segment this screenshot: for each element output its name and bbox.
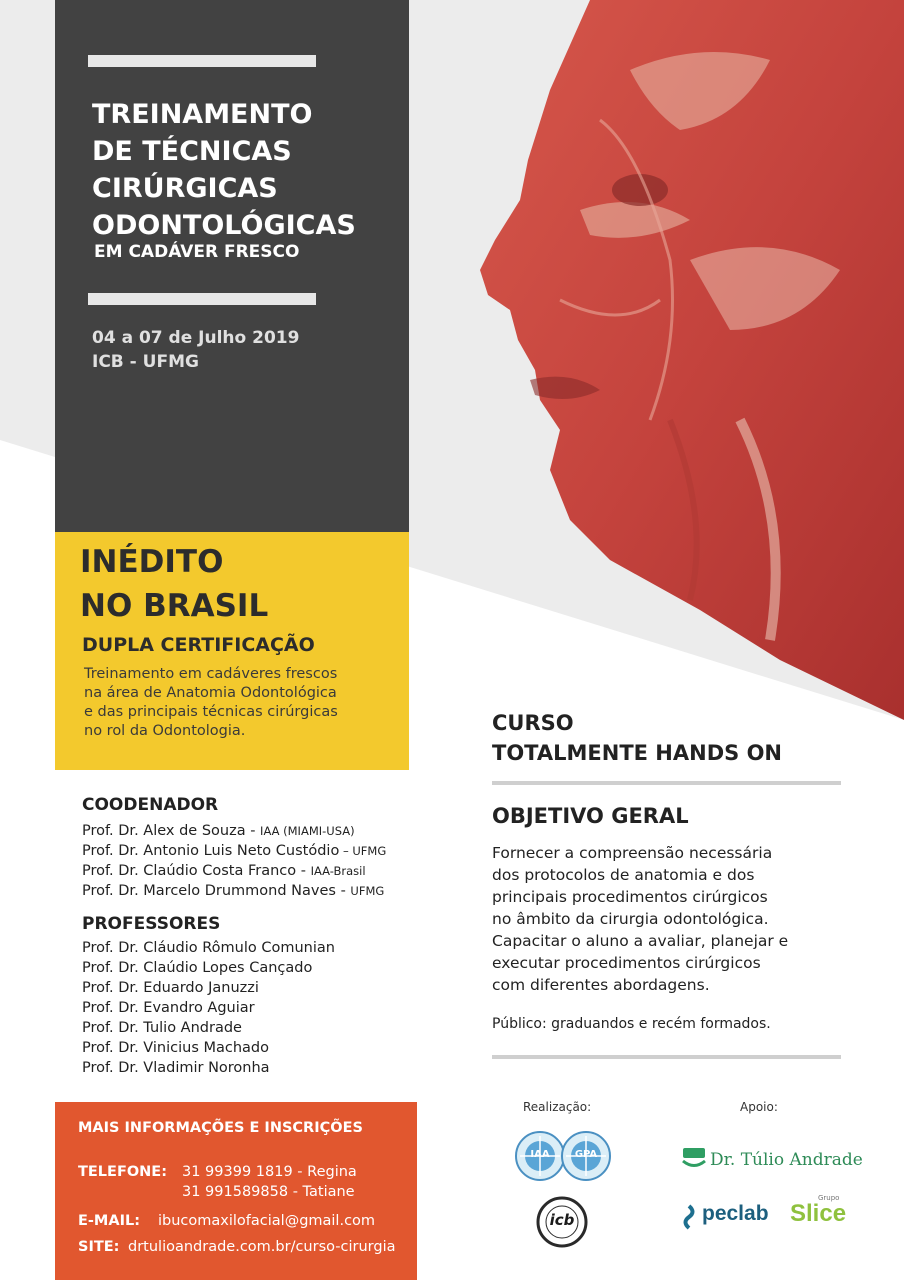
coordinators-heading: COODENADOR bbox=[82, 795, 219, 815]
objective-heading: OBJETIVO GERAL bbox=[492, 804, 689, 828]
course-line: CURSO bbox=[492, 711, 574, 735]
title-divider-bottom bbox=[88, 293, 316, 305]
coordinator-item bbox=[82, 881, 386, 901]
description-line: Treinamento em cadáveres frescos bbox=[84, 666, 338, 682]
professors-list bbox=[82, 938, 335, 1078]
objective-text bbox=[492, 842, 852, 996]
title-line: ODONTOLÓGICAS bbox=[92, 210, 356, 241]
coordinator-affiliation: – UFMG bbox=[339, 844, 387, 858]
coordinator-affiliation: UFMG bbox=[350, 884, 385, 898]
coordinator-name: Prof. Dr. Marcelo Drummond Naves - bbox=[82, 883, 351, 899]
phone-label: TELEFONE: bbox=[78, 1164, 168, 1180]
description-line: na área de Anatomia Odontológica bbox=[84, 685, 337, 701]
slice-logo-small-text: Grupo bbox=[818, 1194, 840, 1202]
event-location: ICB - UFMG bbox=[92, 352, 199, 372]
coordinator-name: Prof. Dr. Claúdio Costa Franco - bbox=[82, 863, 311, 879]
professor-item: Prof. Dr. Claúdio Lopes Cançado bbox=[82, 960, 313, 976]
audience-text: Público: graduandos e recém formados. bbox=[492, 1016, 771, 1032]
tulio-logo-text: Dr. Túlio Andrade bbox=[710, 1150, 863, 1170]
course-heading bbox=[492, 708, 782, 768]
email-link[interactable]: ibucomaxilofacial@gmail.com bbox=[158, 1213, 376, 1229]
professor-item: Prof. Dr. Vladimir Noronha bbox=[82, 1060, 270, 1076]
title-line: CIRÚRGICAS bbox=[92, 173, 278, 204]
professor-item: Prof. Dr. Evandro Aguiar bbox=[82, 1000, 255, 1016]
objective-line: no âmbito da cirurgia odontológica. bbox=[492, 910, 769, 928]
course-line: TOTALMENTE HANDS ON bbox=[492, 741, 783, 765]
icb-logo-text: icb bbox=[549, 1211, 575, 1229]
anatomy-face-illustration bbox=[440, 0, 904, 720]
title-line: DE TÉCNICAS bbox=[92, 136, 292, 167]
apoio-label: Apoio: bbox=[740, 1100, 778, 1114]
site-label: SITE: bbox=[78, 1239, 120, 1255]
page-subtitle: EM CADÁVER FRESCO bbox=[94, 242, 300, 262]
title-panel bbox=[55, 0, 409, 532]
coordinator-name: Prof. Dr. Alex de Souza - bbox=[82, 823, 261, 839]
event-date: 04 a 07 de Julho 2019 bbox=[92, 328, 300, 348]
slice-logo bbox=[790, 1196, 856, 1232]
contact-heading: MAIS INFORMAÇÕES E INSCRIÇÕES bbox=[78, 1120, 363, 1136]
site-link[interactable]: drtulioandrade.com.br/curso-cirurgia bbox=[128, 1239, 396, 1255]
phone-number-2[interactable]: 31 991589858 - Tatiane bbox=[182, 1184, 355, 1200]
objective-line: com diferentes abordagens. bbox=[492, 976, 710, 994]
iaa-logo bbox=[514, 1130, 566, 1182]
iaa-logo-text: IAA bbox=[530, 1149, 550, 1160]
professors-heading: PROFESSORES bbox=[82, 914, 221, 934]
objective-line: dos protocolos de anatomia e dos bbox=[492, 866, 755, 884]
realizacao-label: Realização: bbox=[523, 1100, 592, 1114]
objective-line: principais procedimentos cirúrgicos bbox=[492, 888, 768, 906]
slice-logo-text: Slice bbox=[790, 1200, 847, 1227]
professor-item: Prof. Dr. Tulio Andrade bbox=[82, 1020, 242, 1036]
professor-item: Prof. Dr. Eduardo Januzzi bbox=[82, 980, 259, 996]
highlight-description bbox=[84, 665, 404, 741]
description-line: e das principais técnicas cirúrgicas bbox=[84, 704, 338, 720]
professor-item: Prof. Dr. Vinicius Machado bbox=[82, 1040, 270, 1056]
coordinator-item bbox=[82, 861, 386, 881]
page-title bbox=[92, 96, 392, 244]
description-line: no rol da Odontologia. bbox=[84, 723, 246, 739]
coordinator-name: Prof. Dr. Antonio Luis Neto Custódio bbox=[82, 843, 340, 859]
headline-line: NO BRASIL bbox=[80, 588, 269, 624]
professor-item: Prof. Dr. Cláudio Rômulo Comunian bbox=[82, 940, 335, 956]
highlight-headline bbox=[80, 540, 380, 628]
title-divider-top bbox=[88, 55, 316, 67]
objective-line: Fornecer a compreensão necessária bbox=[492, 844, 773, 862]
objective-line: Capacitar o aluno a avaliar, planejar e bbox=[492, 932, 789, 950]
email-label: E-MAIL: bbox=[78, 1213, 141, 1229]
coordinator-item bbox=[82, 841, 386, 861]
objective-divider bbox=[492, 1055, 841, 1059]
course-divider bbox=[492, 781, 841, 785]
gpa-logo bbox=[560, 1130, 612, 1182]
icb-logo bbox=[536, 1196, 588, 1248]
gpa-logo-text: GPA bbox=[574, 1149, 598, 1160]
peclab-logo-text: peclab bbox=[702, 1202, 769, 1225]
coordinator-item bbox=[82, 821, 386, 841]
tulio-andrade-logo bbox=[682, 1146, 863, 1176]
objective-line: executar procedimentos cirúrgicos bbox=[492, 954, 761, 972]
phone-number-1[interactable]: 31 99399 1819 - Regina bbox=[182, 1164, 357, 1180]
certification-heading: DUPLA CERTIFICAÇÃO bbox=[82, 634, 315, 656]
headline-line: INÉDITO bbox=[80, 544, 224, 580]
coordinator-affiliation: IAA (MIAMI-USA) bbox=[260, 824, 355, 838]
peclab-logo bbox=[680, 1200, 790, 1234]
coordinators-list bbox=[82, 821, 386, 901]
coordinator-affiliation: IAA-Brasil bbox=[310, 864, 366, 878]
title-line: TREINAMENTO bbox=[92, 99, 313, 130]
